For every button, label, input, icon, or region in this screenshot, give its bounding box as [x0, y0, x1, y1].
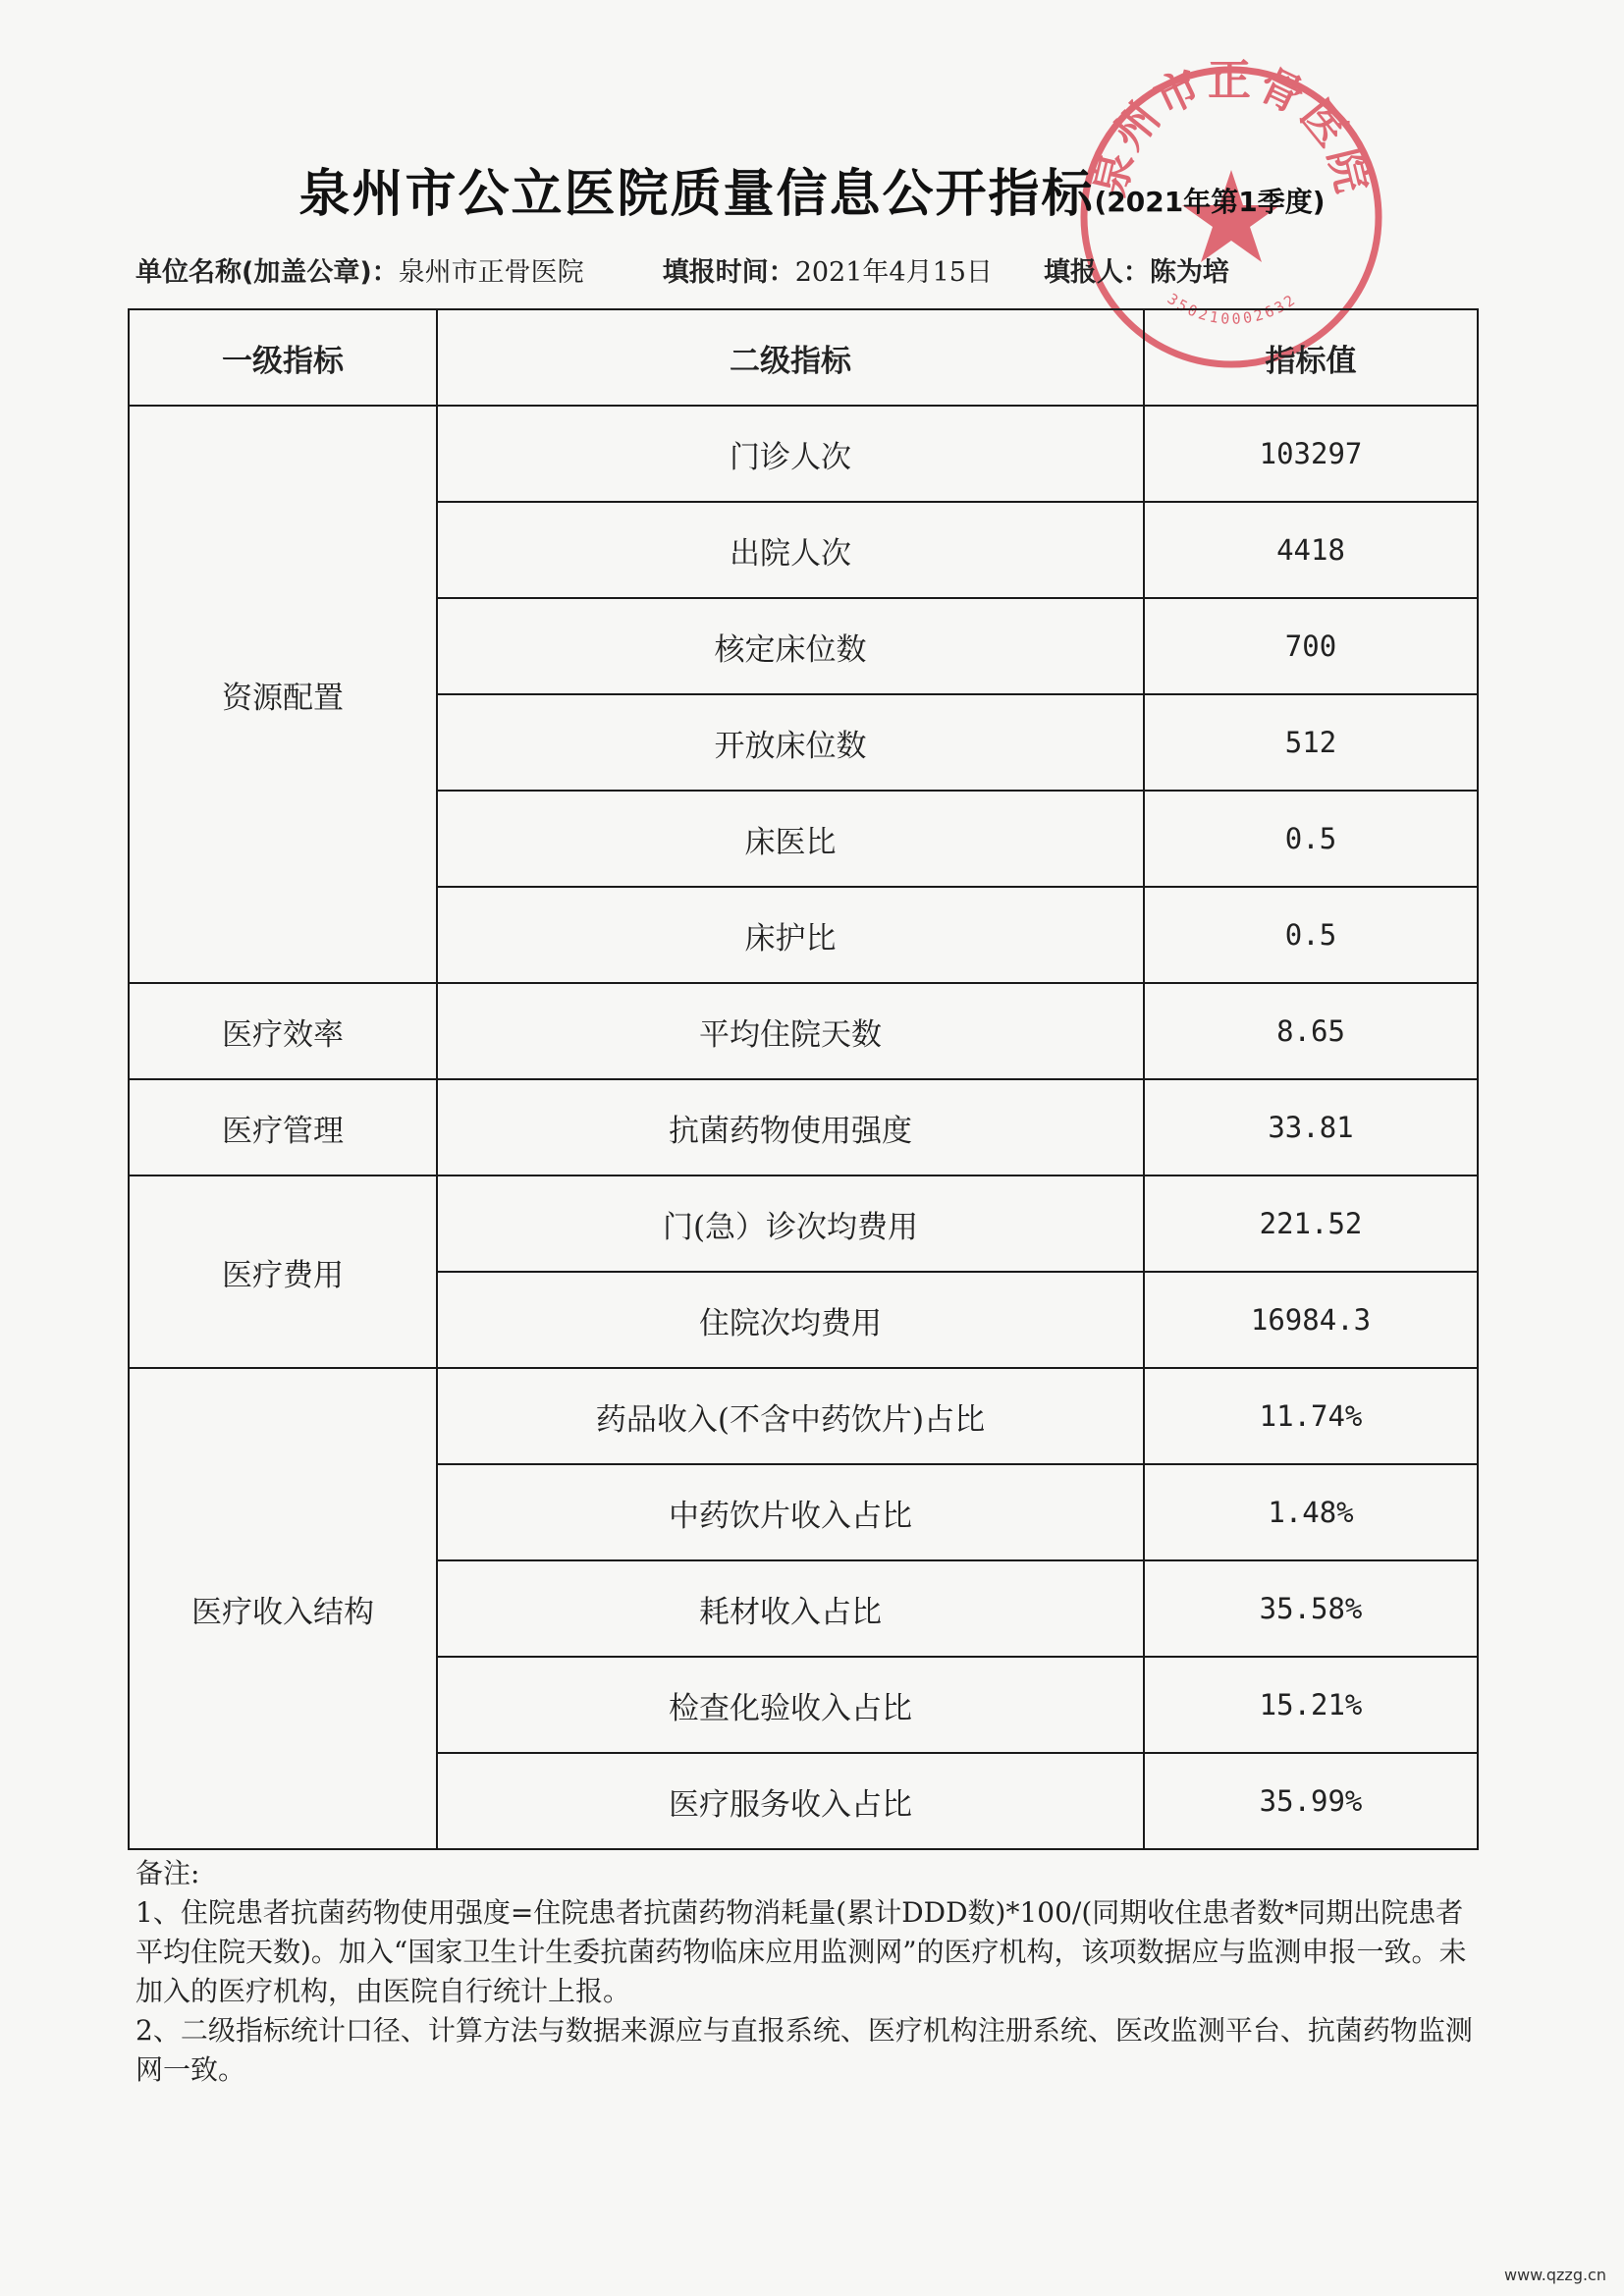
group-cell: 医疗效率	[129, 983, 437, 1079]
value-cell: 11.74%	[1144, 1368, 1478, 1464]
title-text: 泉州市公立医院质量信息公开指标	[298, 165, 1095, 224]
item-cell: 开放床位数	[437, 694, 1144, 791]
date-label: 填报时间：	[662, 257, 795, 288]
table-row	[129, 406, 1478, 502]
value-cell: 15.21%	[1144, 1657, 1478, 1753]
unit-value: 泉州市正骨医院	[398, 257, 584, 288]
page-title	[0, 152, 1624, 226]
group-cell: 资源配置	[129, 406, 437, 983]
item-cell: 抗菌药物使用强度	[437, 1079, 1144, 1175]
value-cell: 4418	[1144, 502, 1478, 598]
site-watermark: www.qzzg.cn	[1503, 2266, 1606, 2284]
item-cell: 床医比	[437, 791, 1144, 887]
group-cell: 医疗收入结构	[129, 1368, 437, 1849]
item-cell: 中药饮片收入占比	[437, 1464, 1144, 1560]
group-cell: 医疗费用	[129, 1175, 437, 1368]
filler-value: 陈为培	[1149, 257, 1229, 288]
table-row	[129, 1368, 1478, 1464]
filler-label: 填报人：	[1043, 257, 1150, 288]
meta-line	[135, 250, 1229, 289]
value-cell: 1.48%	[1144, 1464, 1478, 1560]
value-cell: 103297	[1144, 406, 1478, 502]
item-cell: 床护比	[437, 887, 1144, 983]
notes-heading: 备注:	[135, 1857, 200, 1889]
item-cell: 出院人次	[437, 502, 1144, 598]
value-cell: 700	[1144, 598, 1478, 694]
item-cell: 耗材收入占比	[437, 1560, 1144, 1657]
value-cell: 35.58%	[1144, 1560, 1478, 1657]
item-cell: 门(急）诊次均费用	[437, 1175, 1144, 1272]
table-row	[129, 983, 1478, 1079]
value-cell: 8.65	[1144, 983, 1478, 1079]
seal-text-top: 泉州市正骨医院	[1084, 55, 1379, 201]
seal-text-bottom: 350210002632	[1164, 290, 1301, 328]
value-cell: 16984.3	[1144, 1272, 1478, 1368]
title-period: (2021年第1季度)	[1094, 186, 1326, 218]
item-cell: 药品收入(不含中药饮片)占比	[437, 1368, 1144, 1464]
value-cell: 221.52	[1144, 1175, 1478, 1272]
table-row	[129, 1175, 1478, 1272]
value-cell: 0.5	[1144, 887, 1478, 983]
header-level2: 二级指标	[437, 309, 1144, 406]
table-row	[129, 1079, 1478, 1175]
value-cell: 512	[1144, 694, 1478, 791]
item-cell: 住院次均费用	[437, 1272, 1144, 1368]
note-item-1: 1、住院患者抗菌药物使用强度=住院患者抗菌药物消耗量(累计DDD数)*100/(同期收住患者数*同期出院患者平均住院天数)。加入“国家卫生计生委抗菌药物临床应用监测网”的医疗机构，该项数据应与监测申报一致。未加入的医疗机构，由医院自行统计上报。	[135, 1896, 1467, 2007]
item-cell: 医疗服务收入占比	[437, 1753, 1144, 1849]
date-value: 2021年4月15日	[794, 257, 993, 288]
table-header-row	[129, 309, 1478, 406]
unit-label: 单位名称(加盖公章)：	[135, 257, 399, 288]
indicator-table	[128, 308, 1479, 1850]
item-cell: 检查化验收入占比	[437, 1657, 1144, 1753]
value-cell: 35.99%	[1144, 1753, 1478, 1849]
value-cell: 33.81	[1144, 1079, 1478, 1175]
notes-section	[135, 1854, 1490, 2090]
header-value: 指标值	[1144, 309, 1478, 406]
header-level1: 一级指标	[129, 309, 437, 406]
item-cell: 平均住院天数	[437, 983, 1144, 1079]
value-cell: 0.5	[1144, 791, 1478, 887]
item-cell: 门诊人次	[437, 406, 1144, 502]
group-cell: 医疗管理	[129, 1079, 437, 1175]
note-item-2: 2、二级指标统计口径、计算方法与数据来源应与直报系统、医疗机构注册系统、医改监测平台、抗菌药物监测网一致。	[135, 2014, 1473, 2086]
item-cell: 核定床位数	[437, 598, 1144, 694]
